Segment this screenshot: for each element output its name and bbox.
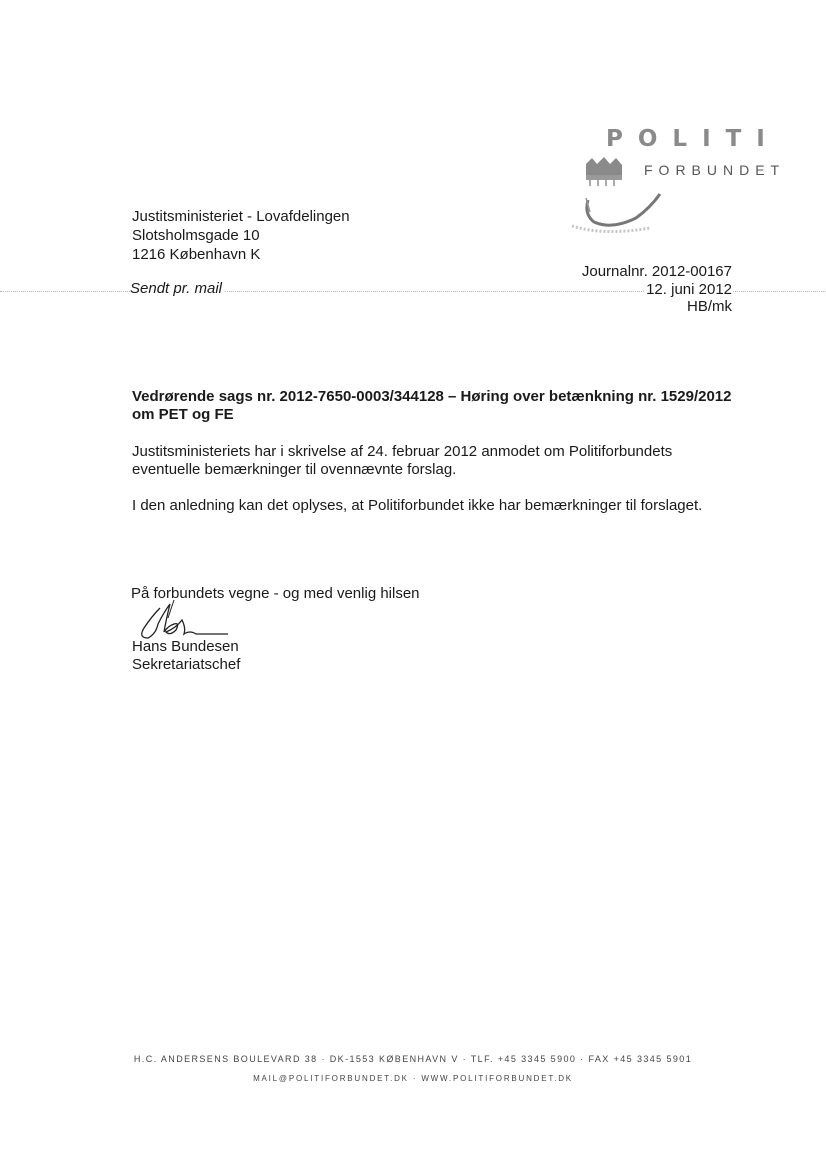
delivery-method: Sendt pr. mail <box>130 280 222 297</box>
footer-address: H.C. ANDERSENS BOULEVARD 38 · DK-1553 KØBENHAVN V · TLF. +45 3345 5900 · FAX +45 3345 5901 <box>133 1054 693 1064</box>
body-paragraph-1: Justitsministeriets har i skrivelse af 24. februar 2012 anmodet om Politiforbundets eventuelle bemærkninger til ovennævnte forslag. <box>132 443 673 478</box>
signer-name: Hans Bundesen <box>132 638 239 655</box>
signer-block <box>132 638 240 674</box>
closing-line: På forbundets vegne - og med venlig hilsen <box>131 585 420 602</box>
recipient-address <box>132 207 350 264</box>
signer-title: Sekretariatschef <box>132 656 241 673</box>
body-paragraph-2: I den anledning kan det oplyses, at Politiforbundet ikke har bemærkninger til forslaget. <box>132 497 703 514</box>
journal-number: Journalnr. 2012-00167 <box>581 263 732 280</box>
letter-meta <box>582 263 732 316</box>
footer-contact: MAIL@POLITIFORBUNDET.DK · WWW.POLITIFORBUNDET.DK <box>253 1074 573 1083</box>
recipient-line-1: Justitsministeriet - Lovafdelingen <box>132 208 350 225</box>
initials: HB/mk <box>687 298 732 315</box>
logo-subtitle: FORBUNDET <box>644 162 786 178</box>
recipient-line-2: Slotsholmsgade 10 <box>132 227 260 244</box>
letter-subject: Vedrørende sags nr. 2012-7650-0003/344128 – Høring over betænkning nr. 1529/2012 om PET og FE <box>132 388 732 423</box>
recipient-line-3: 1216 København K <box>132 246 261 263</box>
letter-date: 12. juni 2012 <box>646 280 732 298</box>
logo-wordmark: POLITI <box>606 126 780 152</box>
